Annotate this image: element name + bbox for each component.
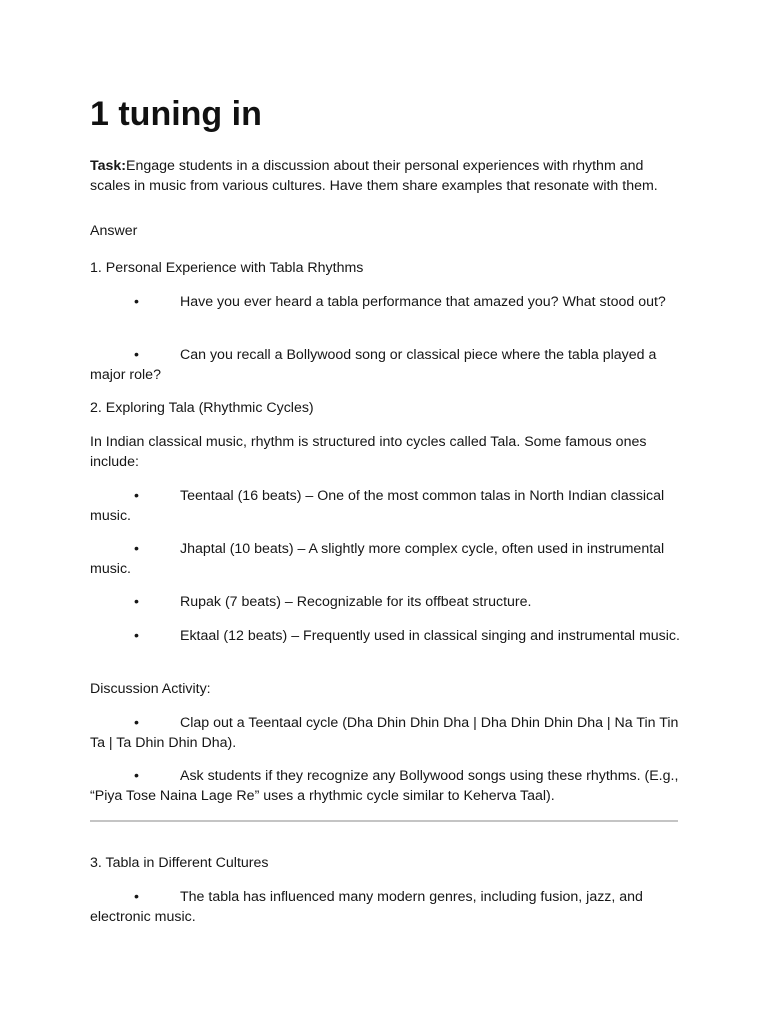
bullet-icon: • [134,294,139,310]
list-item [90,293,680,313]
list-item [90,767,680,806]
page-title: 1 tuning in [90,95,262,133]
task-text: Engage students in a discussion about their personal experiences with rhythm and scales in music from various cultures. Have them share examples that resonate with them. [90,158,658,194]
bullet-icon: • [134,628,139,644]
list-item-text: Teentaal (16 beats) – One of the most common talas in North Indian classical music. [90,488,665,524]
task-label: Task: [90,158,127,174]
bullet-icon: • [134,541,139,557]
list-item [90,593,680,613]
list-item-text: Clap out a Teentaal cycle (Dha Dhin Dhin Dha | Dha Dhin Dhin Dha | Na Tin Tin Ta | Ta Dhin Dhin Dha). [90,715,679,751]
list-item [90,627,680,647]
discussion-activity-heading: Discussion Activity: [90,681,211,697]
bullet-icon: • [134,594,139,610]
list-item-text: Have you ever heard a tabla performance that amazed you? What stood out? [180,294,666,310]
bullet-icon: • [134,488,139,504]
section3-heading: 3. Tabla in Different Cultures [90,855,269,871]
bullet-icon: • [134,768,139,784]
answer-label: Answer [90,223,138,239]
bullet-icon: • [134,889,139,905]
section2-heading: 2. Exploring Tala (Rhythmic Cycles) [90,400,314,416]
section2-intro: In Indian classical music, rhythm is structured into cycles called Tala. Some famous ones include: [90,434,647,470]
list-item-text: Can you recall a Bollywood song or classical piece where the tabla played a major role? [90,347,657,383]
bullet-icon: • [134,347,139,363]
list-item [90,714,680,753]
list-item-text: Ektaal (12 beats) – Frequently used in classical singing and instrumental music. [180,628,680,644]
list-item [90,346,680,385]
list-item [90,888,680,927]
bullet-icon: • [134,715,139,731]
list-item-text: The tabla has influenced many modern genres, including fusion, jazz, and electronic music. [90,889,643,925]
list-item [90,487,680,526]
section1-heading: 1. Personal Experience with Tabla Rhythms [90,260,364,276]
list-item-text: Jhaptal (10 beats) – A slightly more complex cycle, often used in instrumental music. [90,541,665,577]
list-item [90,540,680,579]
list-item-text: Rupak (7 beats) – Recognizable for its offbeat structure. [180,594,532,610]
list-item-text: Ask students if they recognize any Bollywood songs using these rhythms. (E.g., “Piya Tose Naina Lage Re” uses a rhythmic cycle similar to Keherva Taal). [90,768,679,804]
horizontal-divider [90,820,678,822]
task-paragraph [90,157,680,196]
